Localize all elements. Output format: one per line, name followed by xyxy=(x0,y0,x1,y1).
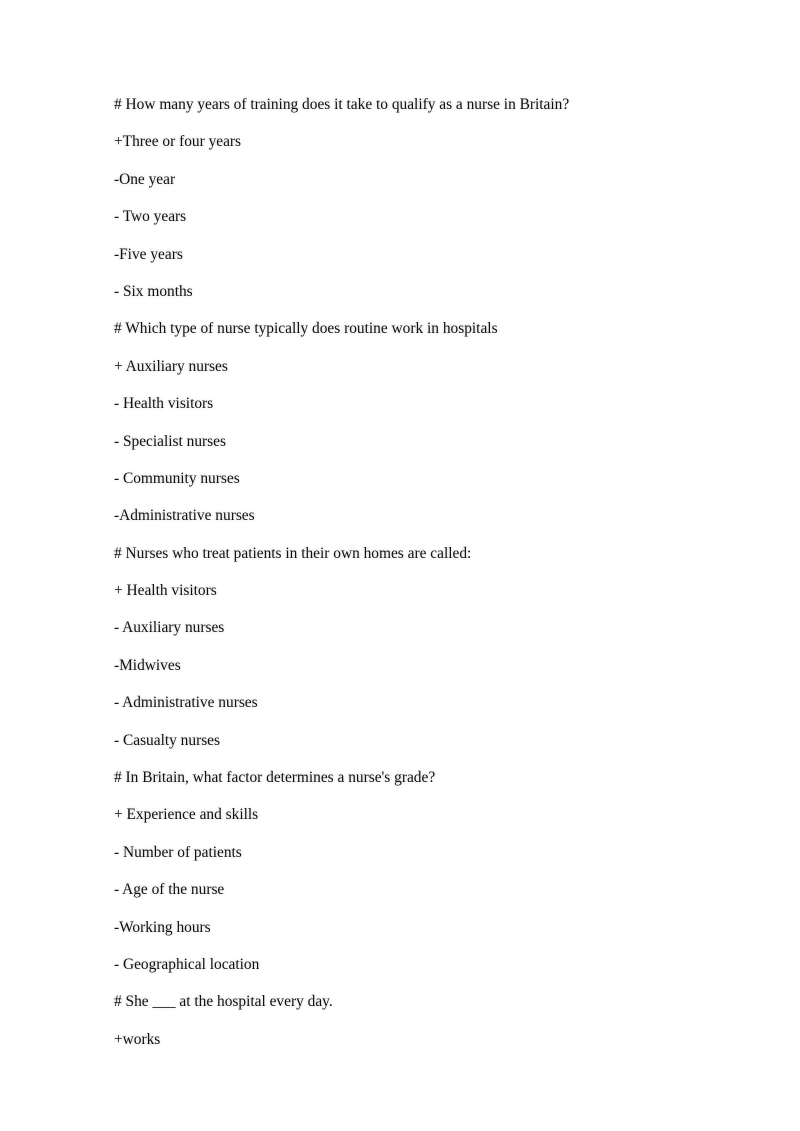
correct-answer-line: + Experience and skills xyxy=(114,806,259,824)
question-line: # Nurses who treat patients in their own homes are called: xyxy=(114,544,472,562)
answer-option-line: -Midwives xyxy=(114,656,181,674)
answer-option-line: - Geographical location xyxy=(114,955,260,973)
answer-option-line: - Age of the nurse xyxy=(114,881,225,899)
answer-option-line: -Working hours xyxy=(114,918,211,936)
answer-option-line: - Two years xyxy=(114,208,187,226)
answer-option-line: - Six months xyxy=(114,282,193,300)
answer-option-line: - Health visitors xyxy=(114,395,214,413)
question-line: # Which type of nurse typically does routine work in hospitals xyxy=(114,320,498,338)
answer-option-line: - Administrative nurses xyxy=(114,694,258,712)
answer-option-line: - Specialist nurses xyxy=(114,432,226,450)
answer-option-line: - Auxiliary nurses xyxy=(114,619,225,637)
correct-answer-line: +works xyxy=(114,1030,161,1048)
quiz-text xyxy=(114,95,734,1067)
question-line: # She ___ at the hospital every day. xyxy=(114,993,333,1011)
answer-option-line: - Number of patients xyxy=(114,843,242,861)
correct-answer-line: + Auxiliary nurses xyxy=(114,357,228,375)
question-line: # How many years of training does it take to qualify as a nurse in Britain? xyxy=(114,96,570,113)
correct-answer-line: + Health visitors xyxy=(114,582,217,600)
answer-option-line: - Community nurses xyxy=(114,469,240,487)
correct-answer-line: +Three or four years xyxy=(114,133,242,151)
answer-option-line: -Administrative nurses xyxy=(114,507,255,525)
answer-option-line: - Casualty nurses xyxy=(114,731,221,749)
answer-option-line: -One year xyxy=(114,170,176,188)
question-line: # In Britain, what factor determines a nurse's grade? xyxy=(114,769,436,787)
answer-option-line: -Five years xyxy=(114,245,183,263)
